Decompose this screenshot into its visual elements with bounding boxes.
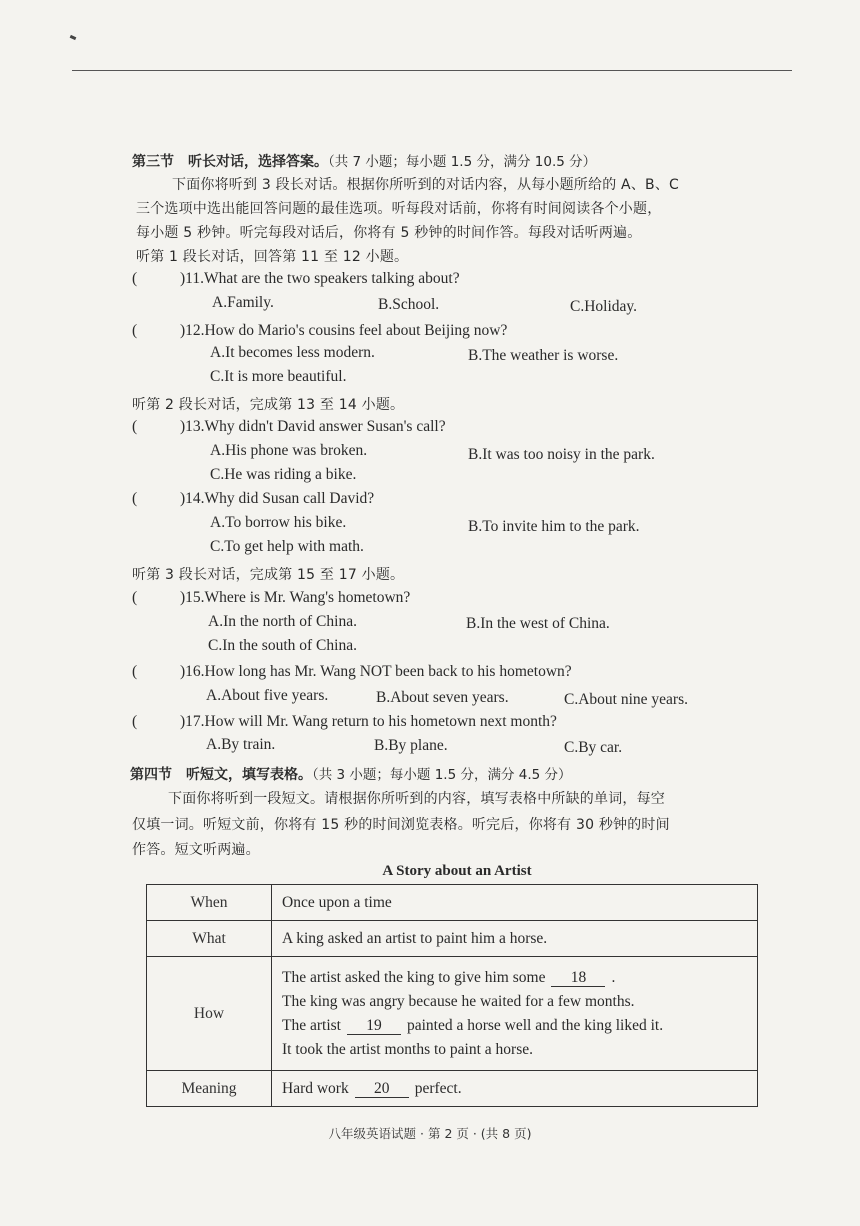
question-stem: )15.Where is Mr. Wang's hometown?	[180, 589, 411, 606]
blank-18[interactable]: 18	[551, 970, 605, 987]
option-a: A.It becomes less modern.	[210, 344, 375, 361]
section4-heading	[130, 763, 572, 784]
section4-para2: 仅填一词。听短文前，你将有 15 秒的时间浏览表格。听完后，你将有 30 秒钟的时间	[132, 817, 670, 833]
option-c: C.He was riding a bike.	[210, 466, 357, 483]
question-stem: )14.Why did Susan call David?	[180, 490, 375, 507]
option-a: A.About five years.	[206, 687, 329, 704]
option-a: A.In the north of China.	[208, 613, 357, 630]
answer-paren[interactable]: (	[132, 663, 138, 680]
section4-title: 第四节 听短文，填写表格。	[130, 767, 312, 783]
option-a: A.To borrow his bike.	[210, 514, 347, 531]
table-row-how	[147, 957, 758, 1071]
question-stem: )17.How will Mr. Wang return to his hometown next month?	[180, 713, 557, 730]
blank-19[interactable]: 19	[347, 1018, 401, 1035]
header-rule	[72, 70, 792, 71]
section4-note: （共 3 小题；每小题 1.5 分，满分 4.5 分）	[312, 767, 572, 783]
question-stem: )16.How long has Mr. Wang NOT been back to his hometown?	[180, 663, 572, 680]
option-c: C.Holiday.	[570, 298, 638, 315]
cell-when: Once upon a time	[272, 885, 758, 921]
page-footer: 八年级英语试题 · 第 2 页 · (共 8 页)	[328, 1126, 532, 1141]
option-c: C.To get help with math.	[210, 538, 364, 555]
dialog2-instruction: 听第 2 段长对话，完成第 13 至 14 小题。	[132, 397, 405, 413]
answer-paren[interactable]: (	[132, 589, 138, 606]
question-11	[132, 270, 460, 288]
answer-paren[interactable]: (	[132, 270, 138, 287]
section4-para1: 下面你将听到一段短文。请根据你所听到的内容，填写表格中所缺的单词，每空	[168, 791, 665, 807]
option-c: C.About nine years.	[564, 691, 688, 708]
option-b: B.By plane.	[374, 737, 448, 754]
section3-heading	[132, 150, 596, 171]
dialog1-instruction: 听第 1 段长对话，回答第 11 至 12 小题。	[136, 249, 409, 265]
question-stem: )11.What are the two speakers talking about?	[180, 270, 460, 287]
cell-how	[272, 957, 758, 1071]
story-table	[146, 884, 758, 1107]
how-line-4: It took the artist months to paint a horse.	[282, 1040, 533, 1058]
option-a: A.His phone was broken.	[210, 442, 368, 459]
scan-speck	[70, 35, 77, 40]
question-17	[132, 713, 557, 731]
option-a: A.By train.	[206, 736, 276, 753]
section3-para3: 每小题 5 秒钟。听完每段对话后，你将有 5 秒钟的时间作答。每段对话听两遍。	[136, 225, 642, 241]
table-title: A Story about an Artist	[382, 863, 532, 879]
answer-paren[interactable]: (	[132, 713, 138, 730]
section3-title: 第三节 听长对话，选择答案。	[132, 154, 328, 170]
section4-para3: 作答。短文听两遍。	[132, 842, 260, 858]
option-b: B.It was too noisy in the park.	[468, 446, 655, 463]
option-c: C.It is more beautiful.	[210, 368, 347, 385]
answer-paren[interactable]: (	[132, 322, 138, 339]
option-b: B.School.	[378, 296, 440, 313]
section3-para1: 下面你将听到 3 段长对话。根据你所听到的对话内容，从每小题所给的 A、B、C	[172, 177, 680, 193]
row-header-when: When	[147, 885, 272, 921]
row-header-how: How	[147, 957, 272, 1071]
how-line-1: The artist asked the king to give him some 18 .	[282, 968, 616, 986]
question-13	[132, 418, 446, 436]
dialog3-instruction: 听第 3 段长对话，完成第 15 至 17 小题。	[132, 567, 405, 583]
cell-what: A king asked an artist to paint him a horse.	[272, 921, 758, 957]
table-row-what	[147, 921, 758, 957]
option-b: B.In the west of China.	[466, 615, 610, 632]
answer-paren[interactable]: (	[132, 490, 138, 507]
blank-20[interactable]: 20	[355, 1081, 409, 1098]
option-b: B.About seven years.	[376, 689, 509, 706]
answer-paren[interactable]: (	[132, 418, 138, 435]
cell-meaning: Hard work 20 perfect.	[272, 1071, 758, 1107]
question-14	[132, 490, 374, 508]
table-row-when	[147, 885, 758, 921]
option-c: C.In the south of China.	[208, 637, 357, 654]
section3-note: （共 7 小题；每小题 1.5 分，满分 10.5 分）	[328, 154, 597, 170]
how-line-2: The king was angry because he waited for a few months.	[282, 992, 635, 1010]
row-header-what: What	[147, 921, 272, 957]
question-15	[132, 589, 410, 607]
row-header-meaning: Meaning	[147, 1071, 272, 1107]
option-c: C.By car.	[564, 739, 623, 756]
section3-para2: 三个选项中选出能回答问题的最佳选项。听每段对话前，你将有时间阅读各个小题，	[136, 201, 662, 217]
question-12	[132, 322, 507, 340]
table-row-meaning	[147, 1071, 758, 1107]
option-a: A.Family.	[212, 294, 274, 311]
question-16	[132, 663, 572, 681]
option-b: B.The weather is worse.	[468, 347, 619, 364]
question-stem: )13.Why didn't David answer Susan's call?	[180, 418, 446, 435]
how-line-3: The artist 19 painted a horse well and the king liked it.	[282, 1016, 664, 1034]
option-b: B.To invite him to the park.	[468, 518, 640, 535]
question-stem: )12.How do Mario's cousins feel about Beijing now?	[180, 322, 508, 339]
